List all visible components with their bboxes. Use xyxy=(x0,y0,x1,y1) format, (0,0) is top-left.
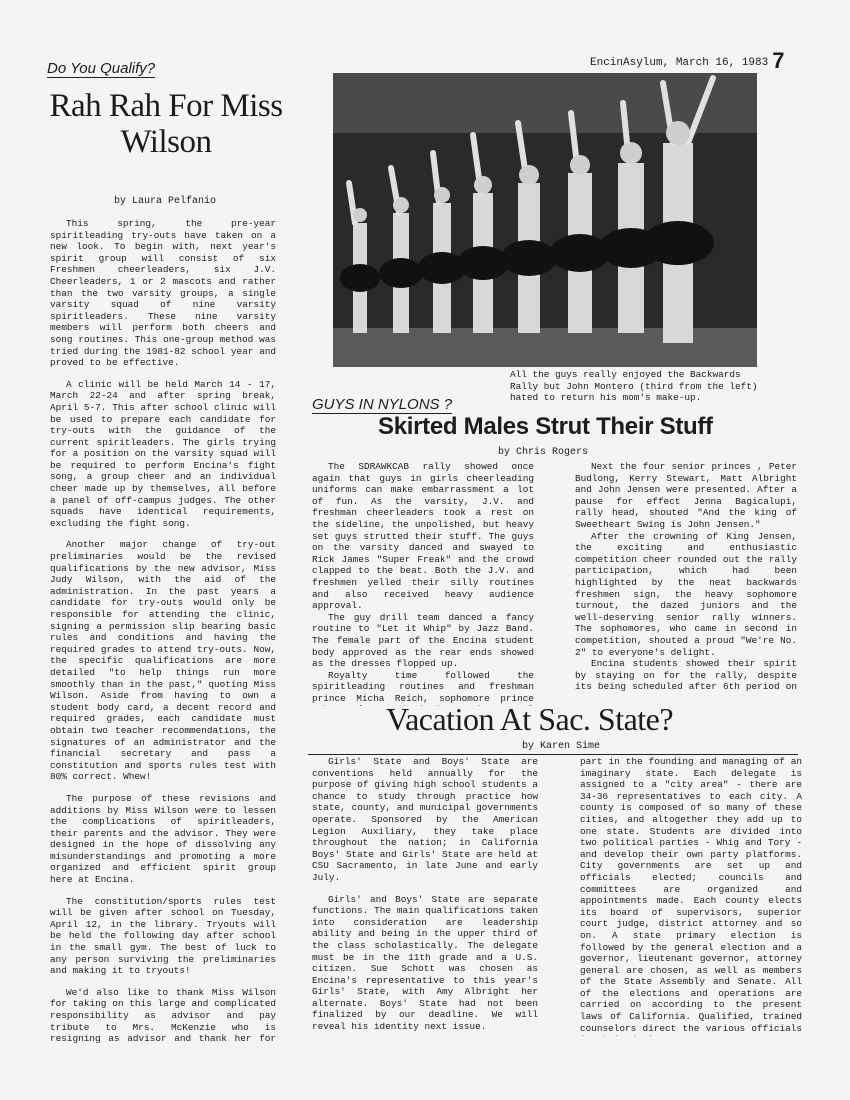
photo-caption: All the guys really enjoyed the Backwards Rally but John Montero (third from the left) hated to return his mom's make-up. xyxy=(510,369,758,404)
story1-kicker: Do You Qualify? xyxy=(47,60,156,77)
paragraph: Girls' and Boys' State are separate functions. The main qualifications taken into consideration are leadership ability and being in the upper third of the class scholastically. The delegate must be in the 11th grade and a U.S. citizen. Sue Schott was chosen as Encina's representative to this year's Girls' State, with Amy Albright her alternate. Boys' State had not been finalized by our deadline. We will reveal his identity next issue. xyxy=(312,893,538,1033)
paragraph: part in the founding and managing of an imaginary state. Each delegate is assigned to a "city area" - there are 34-36 representatives to each city. A county is composed of so many of these cities, and altogether they add up to one state. Students are divided into two political parties - Whig and Tory - and develop their own party platforms. City governments are set up and officials elected; councils and committees are organized and appointments made. Each county elects its board of supervisors, superior court judge, district attorney and so on. A state primary election is followed by the general election and a governor, lieutenant governor, attorney general are chosen, as well as members of the State Assembly and Senate. All of the elections and operations are carried on according to the present laws of California. Qualified, trained counselors direct the various officials xyxy=(580,756,802,1034)
story2-body-right xyxy=(575,461,797,691)
story3-body-right xyxy=(580,756,802,1036)
paragraph: The SDRAWKCAB rally showed once again that guys in girls cheerleading uniforms can make embarrassment a lot of fun. As the varsity, J.V. and freshman cheerleaders took a rest on the sideline, the unpolished, but heavy set guys strutted their stuff. The guys on the varsity danced and swayed to Rick James "Super Freak" and the crowd clapped to the beat. Both the J.V. and freshmen yelled their silly routines and also received heavy audience approval. xyxy=(312,461,534,612)
paragraph: This spring, the pre-year spiritleading try-outs have taken on a new look. To begin with, next year's spirit group will consist of six Freshmen cheerleaders, six J.V. Cheerleaders, 1 or 2 mascots and rather than the two varsity groups, a single varsity squad of nine varsity spiritleaders. These nine varsity members will perform both cheers and song routines. This one-group method was tried during the 1981-82 school year and proved to be effective. xyxy=(50,218,276,369)
dateline: EncinAsylum, March 16, 1983 xyxy=(590,57,769,69)
paragraph: The guy drill team danced a fancy routine to "Let it Whip" by Jazz Band. The female part of the Encina student body approved as the rear ends showed as the dresses flopped up. xyxy=(312,611,534,670)
story1-body xyxy=(50,218,276,1043)
paragraph: Another major change of try-out preliminaries would be the revised qualifications by the new advisor, Miss Judy Wilson, with the aid of the administration. In the past years a candidate for try-outs would only be responsible for attending the clinic, signing a permission slip bearing basic rules and conditions and having the required grades to attend try-outs. Now, the specific qualifications are more detailed "to help things run more smoothly than in the past," quoting Miss Wilson. Aside from having to own a student body card, a decent record and required grades, each candidate must obtain two teacher recommendations, the signatures of an administrator and the financial secretary and pass a constitution and sports rules test with 80% correct. Whew! xyxy=(50,539,276,783)
paragraph: Next the four senior princes , Peter Budlong, Kerry Stewart, Matt Albright and John Jensen were presented. After a pause for effect Jenna Bagicalupi, rally head, shouted "And the king of Sweetheart Swing is John Jensen." xyxy=(575,461,797,530)
page-header xyxy=(590,48,784,74)
story3-byline: by Karen Sime xyxy=(522,741,601,752)
story1-byline: by Laura Pelfanio xyxy=(114,196,217,207)
paragraph: We'd also like to thank Miss Wilson for taking on this large and complicated responsibility as advisor and pay tribute to Mrs. McKenzie who is resigning as advisor and thank her for xyxy=(50,986,276,1043)
paragraph: Royalty time followed the spiritleading routines and freshman prince Micha Reich, sophomore prince xyxy=(312,669,534,704)
story2-byline: by Chris Rogers xyxy=(498,447,589,458)
photo-illustration xyxy=(333,73,757,367)
cheerleaders-photo xyxy=(333,73,757,367)
paragraph: After the crowning of King Jensen, the exciting and enthusiastic competition cheer rounded out the rally participation, which had been highlighted by the neat backwards freshmen sign, the heavy sophomore turnout, the dazed juniors and the well-deserving senior rally winners. The sophomores, who came in second in competition, shouted a proud "We're No. 2" to everyone's delight. xyxy=(575,530,797,658)
story3-body-left xyxy=(312,756,538,1036)
paragraph: The constitution/sports rules test will be given after school on Tuesday, April 12, in the library. Tryouts will be held the following day after school in the small gym. The best of luck to any person surviving the preliminaries and making it to tryouts! xyxy=(50,895,276,977)
paragraph: The purpose of these revisions and additions by Miss Wilson were to lessen the complications of spiritleaders, their parents and the advisor. They were designed in the hope of dissolving any misunderstandings and promoting a more organized and efficient spirit group here at Encina. xyxy=(50,792,276,886)
paragraph: Encina students showed their spirit by staying on for the rally, despite its being scheduled after 6th period on xyxy=(575,658,797,691)
story3-headline: Vacation At Sac. State? xyxy=(386,701,674,737)
story2-kicker: GUYS IN NYLONS ? xyxy=(312,396,453,413)
paragraph: Girls' State and Boys' State are conventions held annually for the purpose of giving high school students a chance to study through practice how state, county, and municipal governments operate. Sponsored by the American Legion Auxiliary, they take place throughout the nation; in California Boys' State and Girls' State are held at CSU Sacramento, in late June and early July. xyxy=(312,756,538,883)
paragraph: A clinic will be held March 14 - 17, March 22-24 and after spring break, April 5-7. This after school clinic will be used to prepare each candidate for try-outs with the guidance of the current spiritleaders. The girls trying for a position on the varsity squad will be required to perform Encina's fight song, a group cheer and an individual cheer made up by themselves, all before a panel of off-campus judges. The other squads have identical requirements, excluding the fight song. xyxy=(50,378,276,529)
story1-headline: Rah Rah For Miss Wilson xyxy=(49,88,283,160)
story3-rule xyxy=(308,754,798,755)
story2-body-left xyxy=(312,461,534,706)
story2-headline: Skirted Males Strut Their Stuff xyxy=(378,413,713,440)
page-number: 7 xyxy=(772,48,785,73)
